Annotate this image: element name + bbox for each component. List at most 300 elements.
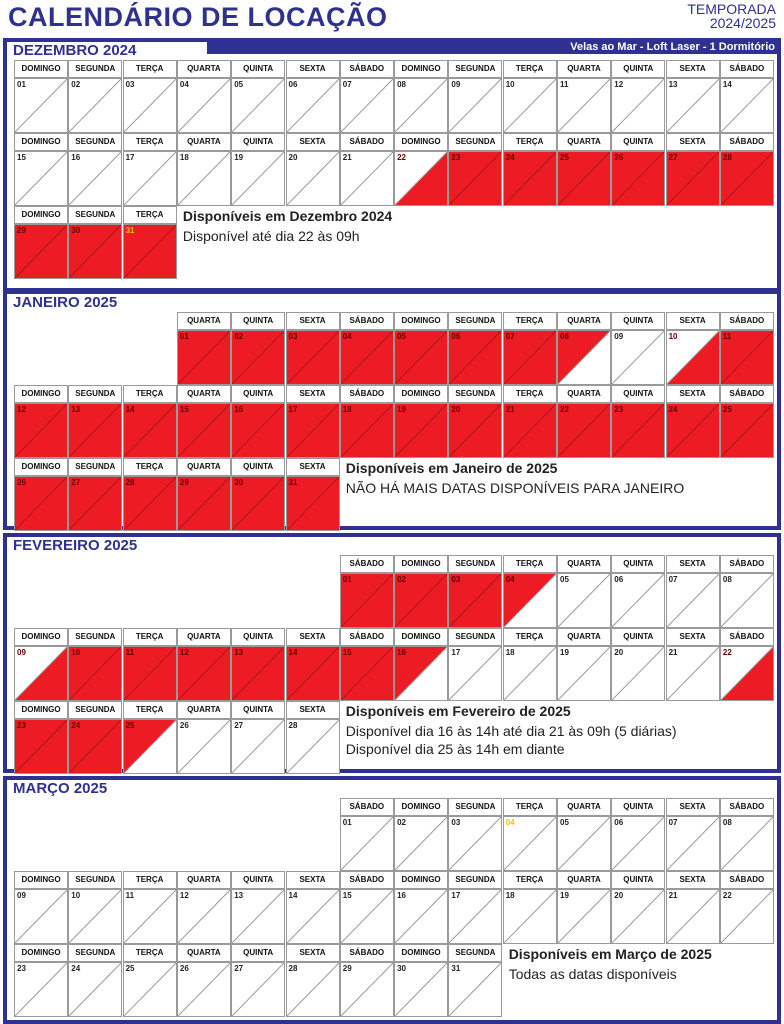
- day-cell-29[interactable]: [14, 224, 68, 279]
- day-cell-05[interactable]: [557, 816, 611, 871]
- weekday-header: QUARTA: [557, 133, 611, 151]
- day-number: 17: [451, 891, 461, 900]
- weekday-header: SEGUNDA: [448, 944, 502, 962]
- weekday-header: TERÇA: [503, 385, 557, 403]
- weekday-header: SEGUNDA: [448, 60, 502, 78]
- day-cell-21[interactable]: [503, 403, 557, 458]
- weekday-header: QUINTA: [611, 385, 665, 403]
- day-number: 04: [179, 80, 189, 89]
- weekday-header: SÁBADO: [340, 628, 394, 646]
- day-number: 17: [125, 153, 135, 162]
- day-cell-03[interactable]: [448, 573, 502, 628]
- day-cell-20[interactable]: [611, 646, 665, 701]
- day-cell-28[interactable]: [286, 962, 340, 1017]
- day-number: 12: [179, 891, 189, 900]
- weekday-header: SÁBADO: [720, 312, 774, 330]
- day-number: 22: [560, 405, 569, 414]
- day-cell-08[interactable]: [720, 816, 774, 871]
- weekday-header: SEXTA: [286, 871, 340, 889]
- day-number: 29: [342, 964, 352, 973]
- weekday-header: QUARTA: [177, 871, 231, 889]
- weekday-header: QUINTA: [231, 133, 285, 151]
- day-cell-21[interactable]: [666, 889, 720, 944]
- weekday-header: QUARTA: [177, 628, 231, 646]
- weekday-header: DOMINGO: [394, 133, 448, 151]
- day-cell-22[interactable]: [394, 151, 448, 206]
- day-cell-09[interactable]: [14, 889, 68, 944]
- day-number: 18: [505, 891, 515, 900]
- day-number: 10: [71, 648, 81, 657]
- day-number: 07: [668, 575, 678, 584]
- day-number: 02: [397, 818, 406, 827]
- day-number: 23: [17, 721, 26, 730]
- weekday-header: QUINTA: [611, 628, 665, 646]
- day-cell-27[interactable]: [68, 476, 122, 531]
- weekday-header: SEXTA: [286, 133, 340, 151]
- day-number: 14: [125, 405, 135, 414]
- day-number: 20: [614, 648, 624, 657]
- weekday-header: SÁBADO: [340, 555, 394, 573]
- day-cell-17[interactable]: [448, 646, 502, 701]
- day-cell-20[interactable]: [611, 889, 665, 944]
- day-cell-21[interactable]: [666, 646, 720, 701]
- day-number: 10: [668, 332, 678, 341]
- day-number: 30: [71, 226, 81, 235]
- day-cell-31[interactable]: [286, 476, 340, 531]
- season-label-line1: TEMPORADA: [687, 1, 776, 17]
- day-number: 26: [179, 721, 189, 730]
- day-number: 09: [614, 332, 624, 341]
- day-number: 23: [614, 405, 624, 414]
- weekday-header: TERÇA: [503, 312, 557, 330]
- day-number: 06: [614, 575, 624, 584]
- day-cell-17[interactable]: [123, 151, 177, 206]
- weekday-header: QUINTA: [611, 555, 665, 573]
- availability-note-line: NÃO HÁ MAIS DATAS DISPONÍVEIS PARA JANEIRO: [345, 480, 685, 496]
- weekday-header: QUINTA: [231, 60, 285, 78]
- day-cell-05[interactable]: [394, 330, 448, 385]
- day-number: 22: [722, 891, 732, 900]
- day-number: 28: [722, 153, 732, 162]
- day-number: 23: [17, 964, 26, 973]
- day-number: 02: [71, 80, 81, 89]
- weekday-header: QUINTA: [231, 385, 285, 403]
- day-cell-15[interactable]: [340, 646, 394, 701]
- day-cell-04[interactable]: [177, 78, 231, 133]
- day-cell-11[interactable]: [557, 78, 611, 133]
- day-cell-02[interactable]: [231, 330, 285, 385]
- day-cell-28[interactable]: [286, 719, 340, 774]
- day-number: 12: [179, 648, 189, 657]
- day-number: 12: [17, 405, 26, 414]
- day-cell-07[interactable]: [340, 78, 394, 133]
- day-number: 24: [668, 405, 678, 414]
- day-number: 14: [288, 891, 298, 900]
- day-cell-25[interactable]: [557, 151, 611, 206]
- day-cell-21[interactable]: [340, 151, 394, 206]
- day-cell-19[interactable]: [557, 889, 611, 944]
- weekday-header: SEGUNDA: [68, 458, 122, 476]
- day-cell-16[interactable]: [394, 646, 448, 701]
- day-cell-15[interactable]: [177, 403, 231, 458]
- day-cell-10[interactable]: [666, 330, 720, 385]
- weekday-header: DOMINGO: [14, 458, 68, 476]
- day-cell-23[interactable]: [611, 403, 665, 458]
- day-number: 31: [451, 964, 461, 973]
- day-number: 14: [722, 80, 732, 89]
- weekday-header: QUARTA: [177, 944, 231, 962]
- day-number: 13: [71, 405, 81, 414]
- day-cell-26[interactable]: [177, 719, 231, 774]
- month-panel-fevereiro: [3, 533, 781, 773]
- weekday-header: DOMINGO: [394, 871, 448, 889]
- day-cell-14[interactable]: [286, 889, 340, 944]
- availability-note-title: Disponíveis em Março de 2025: [508, 946, 712, 962]
- weekday-header: SEXTA: [666, 555, 720, 573]
- day-cell-26[interactable]: [14, 476, 68, 531]
- weekday-header: SEGUNDA: [448, 133, 502, 151]
- weekday-header: DOMINGO: [14, 871, 68, 889]
- day-number: 09: [451, 80, 461, 89]
- day-number: 20: [451, 405, 461, 414]
- weekday-header: TERÇA: [503, 798, 557, 816]
- day-cell-13[interactable]: [68, 403, 122, 458]
- day-cell-23[interactable]: [14, 962, 68, 1017]
- weekday-header: QUINTA: [231, 701, 285, 719]
- day-cell-11[interactable]: [123, 889, 177, 944]
- weekday-header: SEXTA: [286, 944, 340, 962]
- day-number: 03: [125, 80, 135, 89]
- day-cell-14[interactable]: [286, 646, 340, 701]
- day-cell-06[interactable]: [611, 816, 665, 871]
- weekday-header: QUINTA: [231, 871, 285, 889]
- day-number: 15: [17, 153, 26, 162]
- month-panel-dezembro: [3, 38, 781, 292]
- weekday-header: QUINTA: [611, 60, 665, 78]
- weekday-header: QUARTA: [557, 871, 611, 889]
- day-cell-06[interactable]: [286, 78, 340, 133]
- weekday-header: DOMINGO: [14, 701, 68, 719]
- day-number: 30: [234, 478, 244, 487]
- day-number: 20: [288, 153, 298, 162]
- day-cell-04[interactable]: [340, 330, 394, 385]
- day-cell-27[interactable]: [666, 151, 720, 206]
- day-cell-09[interactable]: [611, 330, 665, 385]
- month-title: JANEIRO 2025: [13, 294, 118, 311]
- weekday-header: QUARTA: [177, 701, 231, 719]
- day-cell-27[interactable]: [231, 719, 285, 774]
- weekday-header: QUARTA: [557, 60, 611, 78]
- day-cell-25[interactable]: [123, 962, 177, 1017]
- day-number: 14: [288, 648, 298, 657]
- day-number: 12: [614, 80, 624, 89]
- weekday-header: DOMINGO: [394, 60, 448, 78]
- day-number: 01: [342, 818, 352, 827]
- day-cell-05[interactable]: [557, 573, 611, 628]
- weekday-header: SÁBADO: [340, 944, 394, 962]
- weekday-header: SEXTA: [286, 385, 340, 403]
- day-cell-15[interactable]: [340, 889, 394, 944]
- day-number: 18: [342, 405, 352, 414]
- weekday-header: SEXTA: [666, 60, 720, 78]
- day-cell-17[interactable]: [448, 889, 502, 944]
- weekday-header: SEGUNDA: [448, 798, 502, 816]
- day-cell-02[interactable]: [394, 573, 448, 628]
- day-cell-19[interactable]: [557, 646, 611, 701]
- day-number: 26: [17, 478, 26, 487]
- day-number: 10: [505, 80, 515, 89]
- weekday-header: SEGUNDA: [448, 312, 502, 330]
- day-number: 26: [179, 964, 189, 973]
- day-number: 27: [71, 478, 81, 487]
- weekday-header: SEXTA: [666, 798, 720, 816]
- day-number: 05: [234, 80, 244, 89]
- day-number: 11: [125, 891, 135, 900]
- day-cell-03[interactable]: [286, 330, 340, 385]
- day-number: 01: [179, 332, 189, 341]
- month-panel-janeiro: [3, 290, 781, 530]
- day-cell-28[interactable]: [123, 476, 177, 531]
- day-cell-24[interactable]: [68, 962, 122, 1017]
- day-number: 22: [397, 153, 406, 162]
- day-number: 31: [288, 478, 298, 487]
- day-number: 20: [614, 891, 624, 900]
- weekday-header: TERÇA: [123, 385, 177, 403]
- day-cell-29[interactable]: [340, 962, 394, 1017]
- day-number: 11: [722, 332, 732, 341]
- day-cell-13[interactable]: [666, 78, 720, 133]
- weekday-header: SÁBADO: [720, 60, 774, 78]
- day-cell-03[interactable]: [123, 78, 177, 133]
- day-cell-08[interactable]: [557, 330, 611, 385]
- day-cell-27[interactable]: [231, 962, 285, 1017]
- day-number: 11: [560, 80, 569, 89]
- day-number: 28: [125, 478, 135, 487]
- day-number: 06: [288, 80, 298, 89]
- day-number: 06: [451, 332, 461, 341]
- day-number: 13: [234, 648, 244, 657]
- weekday-header: TERÇA: [503, 60, 557, 78]
- day-cell-31[interactable]: [123, 224, 177, 279]
- weekday-header: SEGUNDA: [448, 628, 502, 646]
- weekday-header: QUINTA: [231, 944, 285, 962]
- weekday-header: SÁBADO: [720, 798, 774, 816]
- day-cell-24[interactable]: [503, 151, 557, 206]
- day-cell-22[interactable]: [720, 889, 774, 944]
- weekday-header: TERÇA: [123, 701, 177, 719]
- day-cell-02[interactable]: [394, 816, 448, 871]
- day-cell-13[interactable]: [231, 889, 285, 944]
- weekday-header: QUINTA: [611, 871, 665, 889]
- day-number: 16: [71, 153, 81, 162]
- day-cell-14[interactable]: [720, 78, 774, 133]
- day-cell-23[interactable]: [14, 719, 68, 774]
- day-number: 21: [668, 891, 678, 900]
- day-cell-18[interactable]: [503, 889, 557, 944]
- day-cell-11[interactable]: [123, 646, 177, 701]
- day-number: 09: [17, 891, 26, 900]
- day-number: 10: [71, 891, 81, 900]
- day-number: 22: [722, 648, 732, 657]
- day-number: 21: [505, 405, 515, 414]
- day-cell-23[interactable]: [448, 151, 502, 206]
- day-cell-11[interactable]: [720, 330, 774, 385]
- day-cell-03[interactable]: [448, 816, 502, 871]
- day-cell-07[interactable]: [503, 330, 557, 385]
- day-cell-16[interactable]: [68, 151, 122, 206]
- day-number: 15: [179, 405, 189, 414]
- day-number: 09: [17, 648, 26, 657]
- day-number: 07: [668, 818, 678, 827]
- day-cell-12[interactable]: [611, 78, 665, 133]
- day-number: 30: [397, 964, 406, 973]
- day-cell-14[interactable]: [123, 403, 177, 458]
- season-label-line2: 2024/2025: [709, 15, 776, 31]
- day-cell-18[interactable]: [177, 151, 231, 206]
- day-number: 19: [234, 153, 244, 162]
- day-cell-20[interactable]: [286, 151, 340, 206]
- day-cell-06[interactable]: [611, 573, 665, 628]
- weekday-header: QUARTA: [557, 798, 611, 816]
- day-cell-13[interactable]: [231, 646, 285, 701]
- weekday-header: SEXTA: [666, 871, 720, 889]
- weekday-header: QUARTA: [177, 458, 231, 476]
- day-number: 05: [560, 818, 569, 827]
- weekday-header: SEXTA: [286, 628, 340, 646]
- day-cell-04[interactable]: [503, 816, 557, 871]
- weekday-header: TERÇA: [123, 133, 177, 151]
- weekday-header: QUARTA: [177, 133, 231, 151]
- day-cell-12[interactable]: [177, 889, 231, 944]
- day-cell-16[interactable]: [231, 403, 285, 458]
- day-cell-07[interactable]: [666, 816, 720, 871]
- weekday-header: DOMINGO: [394, 798, 448, 816]
- day-cell-24[interactable]: [666, 403, 720, 458]
- weekday-header: SEXTA: [666, 385, 720, 403]
- weekday-header: SÁBADO: [340, 798, 394, 816]
- day-cell-26[interactable]: [177, 962, 231, 1017]
- day-number: 28: [288, 964, 298, 973]
- weekday-header: TERÇA: [123, 628, 177, 646]
- day-cell-12[interactable]: [14, 403, 68, 458]
- day-number: 16: [397, 891, 406, 900]
- weekday-header: SÁBADO: [340, 871, 394, 889]
- day-cell-24[interactable]: [68, 719, 122, 774]
- weekday-header: TERÇA: [503, 871, 557, 889]
- weekday-header: DOMINGO: [14, 628, 68, 646]
- availability-note-title: Disponíveis em Dezembro 2024: [182, 208, 393, 224]
- day-cell-30[interactable]: [68, 224, 122, 279]
- day-cell-25[interactable]: [123, 719, 177, 774]
- day-cell-06[interactable]: [448, 330, 502, 385]
- day-number: 03: [451, 818, 461, 827]
- day-cell-08[interactable]: [720, 573, 774, 628]
- day-number: 31: [125, 226, 135, 235]
- day-number: 27: [234, 721, 244, 730]
- day-number: 21: [342, 153, 352, 162]
- day-cell-01[interactable]: [14, 78, 68, 133]
- day-cell-22[interactable]: [557, 403, 611, 458]
- weekday-header: SÁBADO: [720, 555, 774, 573]
- day-number: 16: [234, 405, 244, 414]
- property-name-bar: Velas ao Mar - Loft Laser - 1 Dormitório: [207, 40, 779, 54]
- day-cell-12[interactable]: [177, 646, 231, 701]
- day-number: 17: [288, 405, 298, 414]
- day-cell-16[interactable]: [394, 889, 448, 944]
- weekday-header: TERÇA: [123, 458, 177, 476]
- day-cell-05[interactable]: [231, 78, 285, 133]
- weekday-header: DOMINGO: [394, 944, 448, 962]
- day-cell-17[interactable]: [286, 403, 340, 458]
- day-cell-10[interactable]: [68, 646, 122, 701]
- day-number: 03: [451, 575, 461, 584]
- day-cell-01[interactable]: [340, 816, 394, 871]
- day-cell-26[interactable]: [611, 151, 665, 206]
- weekday-header: QUARTA: [557, 385, 611, 403]
- availability-note-line: Disponível até dia 22 às 09h: [182, 228, 360, 244]
- day-cell-01[interactable]: [177, 330, 231, 385]
- day-cell-09[interactable]: [14, 646, 68, 701]
- availability-note-line: Disponível dia 25 às 14h em diante: [345, 741, 565, 757]
- day-cell-31[interactable]: [448, 962, 502, 1017]
- day-number: 18: [179, 153, 189, 162]
- day-cell-18[interactable]: [340, 403, 394, 458]
- day-cell-30[interactable]: [231, 476, 285, 531]
- day-cell-10[interactable]: [68, 889, 122, 944]
- day-number: 04: [342, 332, 352, 341]
- day-number: 13: [668, 80, 678, 89]
- day-cell-18[interactable]: [503, 646, 557, 701]
- day-number: 05: [397, 332, 406, 341]
- weekday-header: SEGUNDA: [68, 871, 122, 889]
- day-number: 02: [234, 332, 244, 341]
- day-cell-25[interactable]: [720, 403, 774, 458]
- day-cell-08[interactable]: [394, 78, 448, 133]
- day-cell-15[interactable]: [14, 151, 68, 206]
- day-number: 24: [71, 721, 81, 730]
- month-title: FEVEREIRO 2025: [13, 537, 138, 554]
- weekday-header: TERÇA: [123, 944, 177, 962]
- day-cell-29[interactable]: [177, 476, 231, 531]
- day-number: 29: [179, 478, 189, 487]
- weekday-header: QUARTA: [177, 312, 231, 330]
- day-cell-02[interactable]: [68, 78, 122, 133]
- day-cell-30[interactable]: [394, 962, 448, 1017]
- day-number: 26: [614, 153, 624, 162]
- weekday-header: SÁBADO: [720, 385, 774, 403]
- weekday-header: SEXTA: [286, 458, 340, 476]
- page-title: CALENDÁRIO DE LOCAÇÃO: [8, 2, 388, 32]
- weekday-header: SEXTA: [666, 628, 720, 646]
- day-number: 11: [125, 648, 135, 657]
- day-cell-19[interactable]: [231, 151, 285, 206]
- day-number: 07: [505, 332, 515, 341]
- day-cell-07[interactable]: [666, 573, 720, 628]
- day-number: 03: [288, 332, 298, 341]
- day-number: 15: [342, 648, 352, 657]
- day-cell-09[interactable]: [448, 78, 502, 133]
- day-number: 04: [505, 575, 515, 584]
- weekday-header: QUINTA: [611, 798, 665, 816]
- day-cell-28[interactable]: [720, 151, 774, 206]
- day-number: 19: [397, 405, 406, 414]
- day-cell-19[interactable]: [394, 403, 448, 458]
- day-cell-22[interactable]: [720, 646, 774, 701]
- day-cell-01[interactable]: [340, 573, 394, 628]
- day-cell-04[interactable]: [503, 573, 557, 628]
- day-cell-10[interactable]: [503, 78, 557, 133]
- day-cell-20[interactable]: [448, 403, 502, 458]
